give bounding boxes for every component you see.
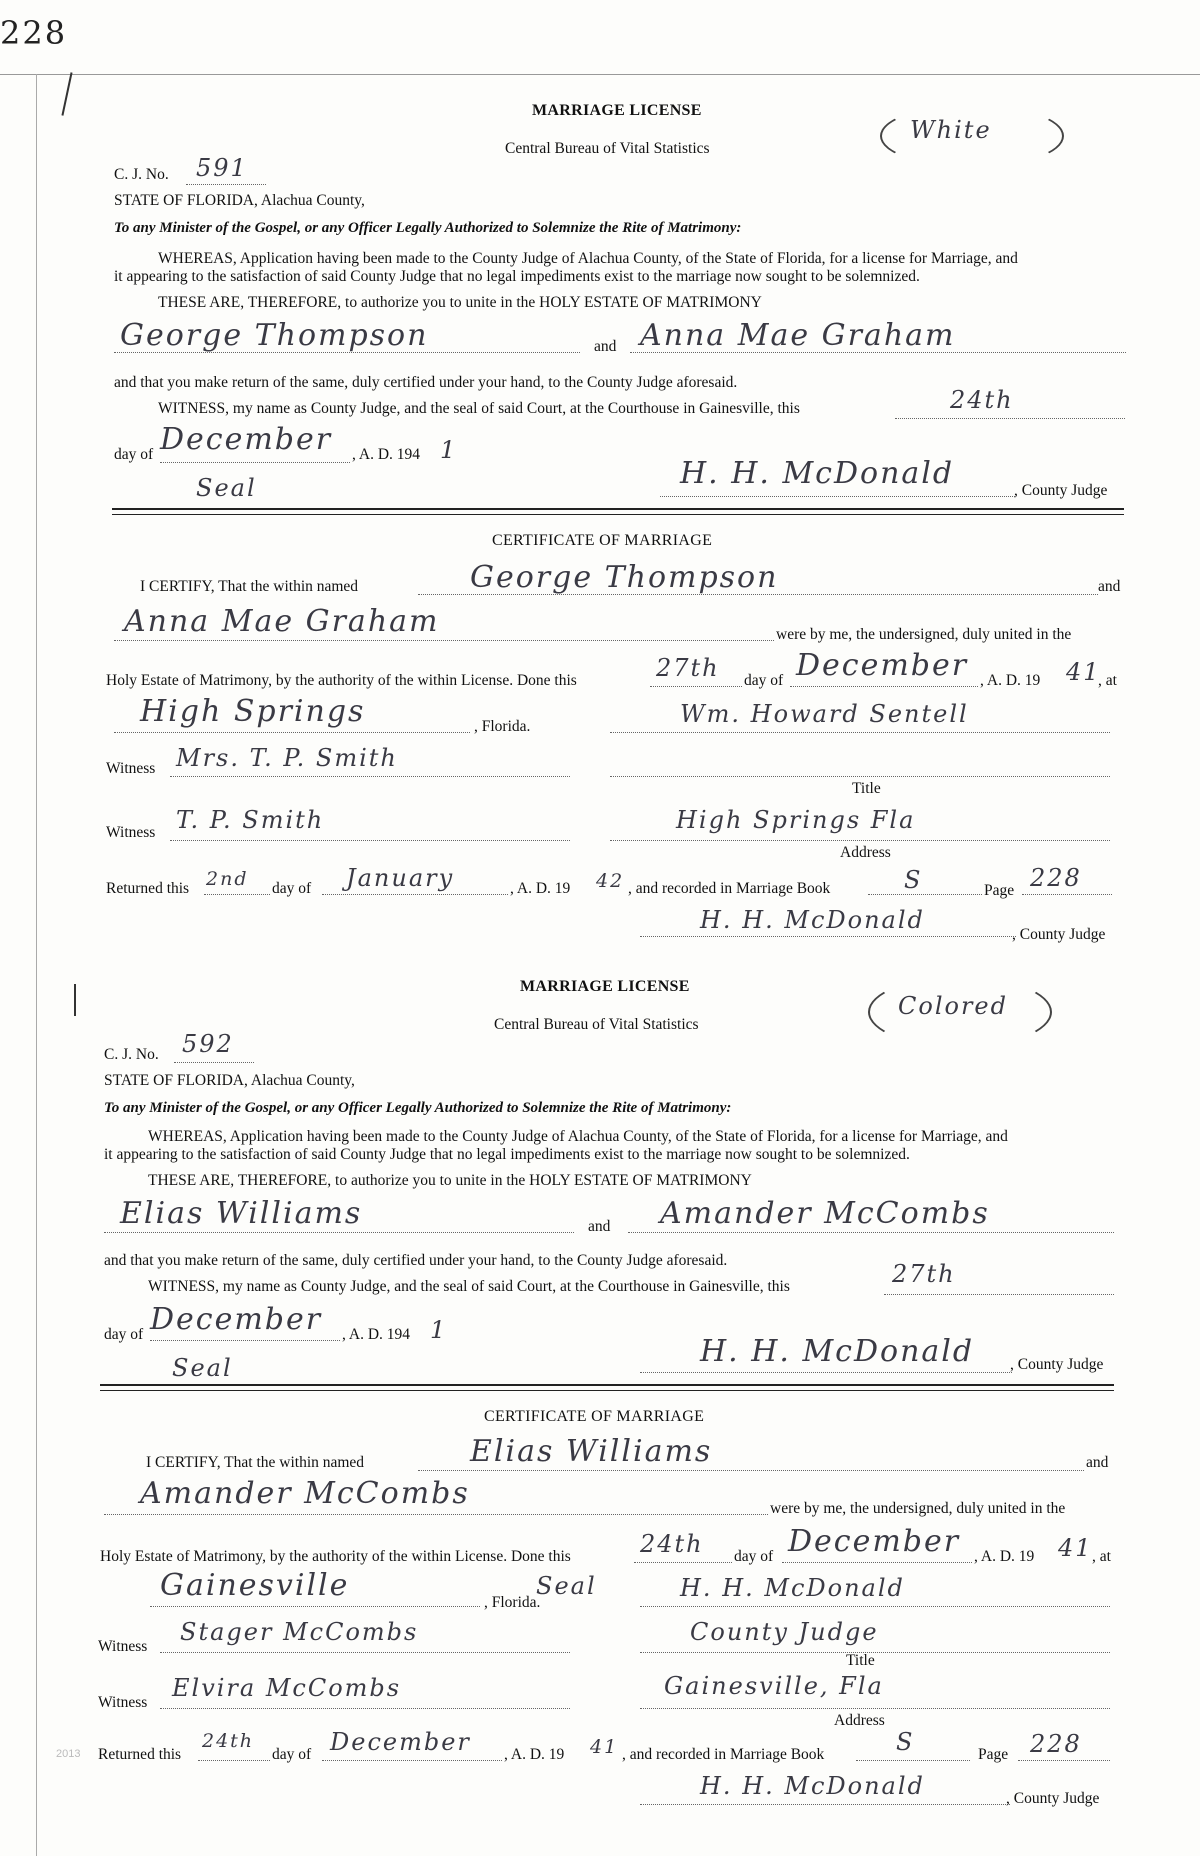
cert-day-num-1: 27th xyxy=(656,654,720,682)
check-mark-2 xyxy=(74,984,76,1016)
ret-ad-2: , A. D. 19 xyxy=(504,1746,565,1763)
book-line-2 xyxy=(856,1760,970,1761)
witness1-1: Mrs. T. P. Smith xyxy=(176,744,398,772)
cert-judge-sig-2: H. H. McDonald xyxy=(700,1772,925,1800)
ad-1: , A. D. 194 xyxy=(352,446,421,463)
witness2-line-2 xyxy=(160,1708,570,1709)
cj-no-2: 592 xyxy=(182,1030,234,1058)
title-label-2: Title xyxy=(846,1652,875,1669)
address-label-1: Address xyxy=(840,844,891,861)
recorded-2: , and recorded in Marriage Book xyxy=(622,1746,825,1763)
book-line-1 xyxy=(868,894,982,895)
witness1-line-1 xyxy=(170,776,570,777)
these-are-2: THESE ARE, THEREFORE, to authorize you to unite in the HOLY ESTATE OF MATRIMONY xyxy=(148,1172,752,1189)
book-1: S xyxy=(904,866,923,894)
ret-ad-1: , A. D. 19 xyxy=(510,880,571,897)
cert-month-1: December xyxy=(796,648,969,683)
divider-2a xyxy=(100,1384,1114,1386)
florida-2: , Florida. xyxy=(484,1594,541,1611)
page-line-2 xyxy=(1018,1760,1110,1761)
month-2: December xyxy=(150,1302,323,1337)
witness-label-1b: Witness xyxy=(106,824,156,841)
ret-day-2: 24th xyxy=(202,1730,255,1752)
i-certify-2: I CERTIFY, That the within named xyxy=(146,1454,365,1471)
holy-estate-1: Holy Estate of Matrimony, by the authority of the within License. Done this xyxy=(106,672,577,689)
witness2-1: T. P. Smith xyxy=(176,806,325,834)
page-label-2: Page xyxy=(978,1746,1009,1763)
county-judge-1: , County Judge xyxy=(1014,482,1108,499)
title-label-1: Title xyxy=(852,780,881,797)
cert-name1-1: George Thompson xyxy=(470,560,779,595)
cert-name2-1: Anna Mae Graham xyxy=(124,604,440,639)
year-digit-1: 1 xyxy=(440,436,458,464)
state-line-1: STATE OF FLORIDA, Alachua County, xyxy=(114,192,365,209)
divider-1a xyxy=(112,508,1124,510)
return-text-2: and that you make return of the same, duly certified under your hand, to the County Judge aforesaid. xyxy=(104,1252,728,1269)
groom-2: Elias Williams xyxy=(120,1196,363,1231)
address-line-1 xyxy=(610,840,1110,841)
to-any-2: To any Minister of the Gospel, or any Officer Legally Authorized to Solemnize the Rite of Matrimony: xyxy=(104,1100,732,1116)
address-label-2: Address xyxy=(834,1712,885,1729)
cert-name1-line-2 xyxy=(418,1470,1084,1471)
whereas-1a: WHEREAS, Application having been made to the County Judge of Alachua County, of the State of Florida, for a license for Marriage, and xyxy=(158,250,1018,267)
ret-year-1: 42 xyxy=(596,870,625,892)
race-note-1: White xyxy=(910,116,992,144)
cert-at-2: , at xyxy=(1092,1548,1111,1565)
return-text-1: and that you make return of the same, duly certified under your hand, to the County Judge aforesaid. xyxy=(114,374,738,391)
cert-judge-line-1 xyxy=(640,936,1016,937)
cert-day-line-2 xyxy=(634,1562,732,1563)
groom-line-2 xyxy=(104,1232,574,1233)
place-line-2 xyxy=(150,1606,480,1607)
cert-ad-2: , A. D. 19 xyxy=(974,1548,1035,1565)
year-digit-2: 1 xyxy=(430,1316,448,1344)
judge-sig-2: H. H. McDonald xyxy=(700,1334,975,1369)
witness1-line-2 xyxy=(160,1652,570,1653)
month-line-2 xyxy=(150,1340,340,1341)
judge-sig-line-2 xyxy=(640,1372,1012,1373)
cert-day-of-2: day of xyxy=(734,1548,774,1565)
and-1: and xyxy=(594,338,617,355)
cj-line-1 xyxy=(186,184,266,185)
ret-day-line-1 xyxy=(204,894,270,895)
witness-label-1a: Witness xyxy=(106,760,156,777)
ret-day-of-2: day of xyxy=(272,1746,312,1763)
these-are-1: THESE ARE, THEREFORE, to authorize you to unite in the HOLY ESTATE OF MATRIMONY xyxy=(158,294,762,311)
witness2-line-1 xyxy=(170,840,570,841)
cert-name2-2: Amander McCombs xyxy=(140,1476,470,1511)
book-2: S xyxy=(896,1728,915,1756)
address-1: High Springs Fla xyxy=(676,806,916,834)
ad-2: , A. D. 194 xyxy=(342,1326,411,1343)
ret-day-of-1: day of xyxy=(272,880,312,897)
day-num-2: 27th xyxy=(892,1260,956,1288)
witness2-2: Elvira McCombs xyxy=(172,1674,402,1702)
day-of-2: day of xyxy=(104,1326,144,1343)
were-by-me-2: were by me, the undersigned, duly united in the xyxy=(770,1500,1066,1517)
title-line-1 xyxy=(610,776,1110,777)
cert-month-line-1 xyxy=(790,686,978,687)
ret-month-2: December xyxy=(330,1728,471,1756)
ret-month-line-1 xyxy=(322,894,508,895)
left-margin-rule xyxy=(36,74,37,1856)
cert-county-judge-1: , County Judge xyxy=(1012,926,1106,943)
cert-judge-line-2 xyxy=(640,1804,1010,1805)
cert-day-num-2: 24th xyxy=(640,1530,704,1558)
day-of-1: day of xyxy=(114,446,154,463)
officiant-line-2 xyxy=(640,1606,1110,1607)
watermark: 2013 xyxy=(56,1748,81,1760)
page-2: 228 xyxy=(1030,1730,1082,1758)
page-1: 228 xyxy=(1030,864,1082,892)
ret-year-2: 41 xyxy=(590,1736,619,1758)
place-line-1 xyxy=(114,732,470,733)
ret-month-1: January xyxy=(346,864,455,892)
officiant-1: Wm. Howard Sentell xyxy=(680,700,969,728)
month-line-1 xyxy=(160,462,350,463)
cert-title-2: CERTIFICATE OF MARRIAGE xyxy=(484,1408,705,1425)
witness-text-2: WITNESS, my name as County Judge, and the seal of said Court, at the Courthouse in Gainesville, this xyxy=(148,1278,790,1295)
top-rule xyxy=(0,74,1200,75)
day-num-1: 24th xyxy=(950,386,1014,414)
month-1: December xyxy=(160,422,333,457)
cj-line-2 xyxy=(174,1062,254,1063)
cj-label-1: C. J. No. xyxy=(114,166,169,183)
bureau-2: Central Bureau of Vital Statistics xyxy=(494,1016,699,1033)
witness-day-line-1 xyxy=(895,418,1125,419)
race-note-2: Colored xyxy=(898,992,1008,1020)
license-title-1: MARRIAGE LICENSE xyxy=(532,102,702,119)
i-certify-1: I CERTIFY, That the within named xyxy=(140,578,359,595)
cert-day-of-1: day of xyxy=(744,672,784,689)
cert-year-2: 41 xyxy=(1058,1534,1093,1562)
whereas-2a: WHEREAS, Application having been made to the County Judge of Alachua County, of the State of Florida, for a license for Marriage, and xyxy=(148,1128,1008,1145)
bride-1: Anna Mae Graham xyxy=(640,318,956,353)
cert-year-1: 41 xyxy=(1066,658,1101,686)
witness-label-2a: Witness xyxy=(98,1638,148,1655)
address-line-2 xyxy=(640,1708,1110,1709)
divider-2b xyxy=(100,1390,1114,1391)
cert-and-2: and xyxy=(1086,1454,1109,1471)
cert-name1-2: Elias Williams xyxy=(470,1434,713,1469)
cert-title-1: CERTIFICATE OF MARRIAGE xyxy=(492,532,713,549)
were-by-me-1: were by me, the undersigned, duly united in the xyxy=(776,626,1072,643)
cert-at-1: , at xyxy=(1098,672,1117,689)
cj-label-2: C. J. No. xyxy=(104,1046,159,1063)
state-line-2: STATE OF FLORIDA, Alachua County, xyxy=(104,1072,355,1089)
check-mark-1 xyxy=(61,72,72,115)
bureau-1: Central Bureau of Vital Statistics xyxy=(505,140,710,157)
recorded-1: , and recorded in Marriage Book xyxy=(628,880,831,897)
and-2: and xyxy=(588,1218,611,1235)
page-number: 228 xyxy=(0,14,68,52)
to-any-1: To any Minister of the Gospel, or any Officer Legally Authorized to Solemnize the Rite of Matrimony: xyxy=(114,220,742,236)
place-2: Gainesville xyxy=(160,1568,350,1603)
ret-month-line-2 xyxy=(322,1760,502,1761)
cert-ad-1: , A. D. 19 xyxy=(980,672,1041,689)
title-line-2 xyxy=(640,1652,1110,1653)
cj-no-1: 591 xyxy=(196,154,248,182)
judge-sig-1: H. H. McDonald xyxy=(680,456,955,491)
county-judge-2: , County Judge xyxy=(1010,1356,1104,1373)
bride-line-2 xyxy=(628,1232,1114,1233)
page-label-1: Page xyxy=(984,882,1015,899)
cert-day-line-1 xyxy=(650,686,742,687)
officiant-title-2: County Judge xyxy=(690,1618,879,1646)
cert-judge-sig-1: H. H. McDonald xyxy=(700,906,925,934)
cert-month-line-2 xyxy=(782,1562,972,1563)
seal-2: Seal xyxy=(172,1354,233,1382)
ret-day-line-2 xyxy=(198,1760,270,1761)
returned-this-2: Returned this xyxy=(98,1746,182,1763)
cert-name2-line-1 xyxy=(114,640,774,641)
divider-1b xyxy=(112,514,1124,515)
holy-estate-2: Holy Estate of Matrimony, by the authority of the within License. Done this xyxy=(100,1548,571,1565)
cert-name2-line-2 xyxy=(104,1514,768,1515)
officiant-2: H. H. McDonald xyxy=(680,1574,905,1602)
ret-day-1: 2nd xyxy=(206,868,249,890)
witness-text-1: WITNESS, my name as County Judge, and the seal of said Court, at the Courthouse in Gainesville, this xyxy=(158,400,800,417)
whereas-1b: it appearing to the satisfaction of said County Judge that no legal impediments exist to the marriage now sought to be solemnized. xyxy=(114,268,920,285)
cert-county-judge-2: , County Judge xyxy=(1006,1790,1100,1807)
seal-1: Seal xyxy=(196,474,257,502)
cert-and-1: and xyxy=(1098,578,1121,595)
bride-2: Amander McCombs xyxy=(660,1196,990,1231)
judge-sig-line-1 xyxy=(660,496,1015,497)
whereas-2b: it appearing to the satisfaction of said County Judge that no legal impediments exist to the marriage now sought to be solemnized. xyxy=(104,1146,910,1163)
witness1-2: Stager McCombs xyxy=(180,1618,419,1646)
returned-this-1: Returned this xyxy=(106,880,190,897)
officiant-line-1 xyxy=(610,732,1110,733)
witness-day-line-2 xyxy=(884,1294,1114,1295)
license-title-2: MARRIAGE LICENSE xyxy=(520,978,690,995)
florida-1: , Florida. xyxy=(474,718,531,735)
place-1: High Springs xyxy=(140,694,366,729)
page-line-1 xyxy=(1022,894,1112,895)
cert-month-2: December xyxy=(788,1524,961,1559)
groom-1: George Thompson xyxy=(120,318,429,353)
address-2: Gainesville, Fla xyxy=(664,1672,884,1700)
witness-label-2b: Witness xyxy=(98,1694,148,1711)
seal-cert-2: Seal xyxy=(536,1572,597,1600)
